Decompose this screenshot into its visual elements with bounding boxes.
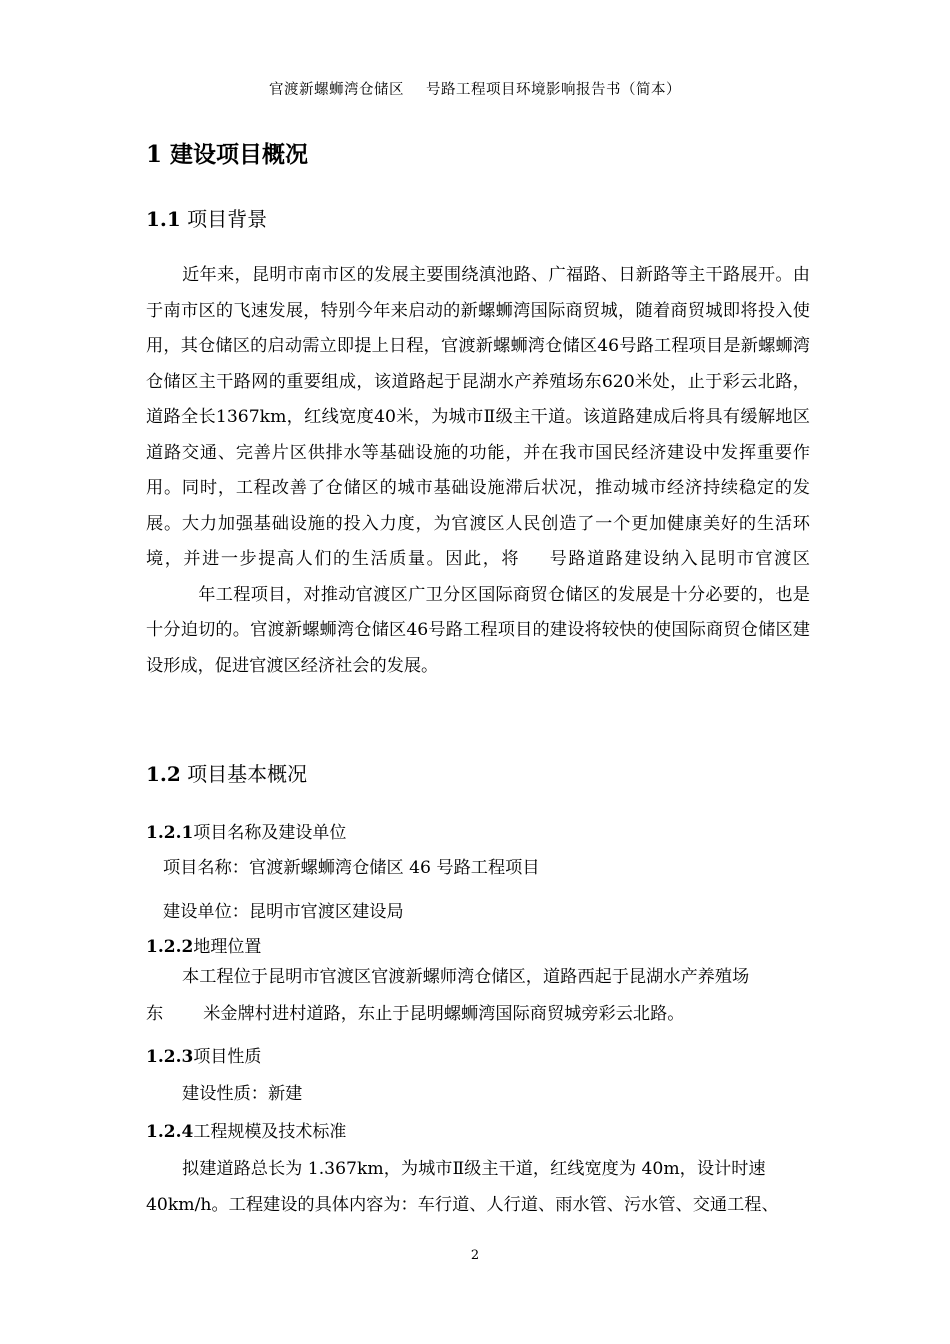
section-1-2-4-heading: [146, 1117, 346, 1142]
background-text: 近年来，昆明市南市区的发展主要围绕滇池路、广福路、日新路等主干路展开。由于南市区的飞速发展，特别今年来启动的新螺蛳湾国际商贸城，随着商贸城即将投入使用，其仓储区的启动需立即提上日程，官渡新螺蛳湾仓储区46号路工程项目是新螺蛳湾仓储区主干路网的重要组成，该道路起于昆湖水产养殖场东620米处，止于彩云北路，道路全长1367km，红线宽度40米，为城市Ⅱ级主干道。该道路建成后将具有缓解地区道路交通、完善片区供排水等基础设施的功能，并在我市国民经济建设中发挥重要作用。同时，工程改善了仓储区的城市基础设施滞后状况，推动城市经济持续稳定的发展。大力加强基础设施的投入力度，为官渡区人民创造了一个更加健康美好的生活环境，并进一步提高人们的生活质量。因此，将: [146, 265, 810, 569]
header-title-left: 官渡新螺蛳湾仓储区: [269, 82, 404, 98]
section-1-2-3-heading: [146, 1042, 261, 1067]
location-line-1: 本工程位于昆明市官渡区官渡新螺师湾仓储区，道路西起于昆湖水产养殖场: [182, 967, 750, 987]
scale-line-2: 40km/h。工程建设的具体内容为：车行道、人行道、雨水管、污水管、交通工程、: [146, 1195, 779, 1215]
section-1-2-1-heading: [146, 818, 346, 843]
project-name-line: 项目名称：官渡新螺蛳湾仓储区 46 号路工程项目: [163, 858, 540, 878]
section-1-2-title: 项目基本概况: [180, 762, 308, 786]
section-1-1-heading: [146, 203, 267, 232]
section-1-2-2-number: 1.2.2: [146, 937, 194, 957]
construction-unit-line: 建设单位：昆明市官渡区建设局: [163, 902, 404, 922]
section-1-2-2-title: 地理位置: [193, 937, 262, 957]
section-1-2-4-number: 1.2.4: [146, 1122, 194, 1142]
section-1-2-4-title: 工程规模及技术标准: [193, 1122, 347, 1142]
background-text-end: 工程项目，对推动官渡区广卫分区国际商贸仓储区的发展是十分必要的，也是十分迫切的。官渡新螺蛳湾仓储区46号路工程项目的建设将较快的使国际商贸仓储区建设形成，促进官渡区经济社会的发展。: [146, 584, 810, 676]
background-text-mid: 号路道路建设纳入昆明市官渡区: [548, 549, 810, 569]
section-1-heading: 1 建设项目概况: [146, 141, 309, 168]
section-1-2-1-number: 1.2.1: [146, 823, 194, 843]
section-1-2-2-heading: [146, 932, 261, 957]
section-1-2-heading: [146, 758, 307, 787]
page-header: [0, 78, 950, 99]
section-1-2-3-number: 1.2.3: [146, 1047, 194, 1067]
background-paragraph: [146, 258, 810, 684]
location-line-2-rest: 米金牌村进村道路，东止于昆明螺蛳湾国际商贸城旁彩云北路。: [203, 1004, 685, 1024]
section-1-2-3-title: 项目性质: [193, 1047, 262, 1067]
section-1-1-title: 项目背景: [180, 207, 268, 231]
section-1-2-number: 1.2: [146, 762, 181, 786]
location-line-2: [146, 999, 684, 1024]
background-text-year: 年: [198, 584, 216, 605]
header-title-right: 号路工程项目环境影响报告书（简本）: [426, 82, 681, 98]
scale-line-1: 拟建道路总长为 1.367km，为城市Ⅱ级主干道，红线宽度为 40m，设计时速: [182, 1159, 766, 1179]
section-1-1-number: 1.1: [146, 207, 181, 231]
nature-line: 建设性质：新建: [182, 1084, 303, 1104]
location-line-2-start: 东: [146, 1004, 164, 1024]
section-1-2-1-title: 项目名称及建设单位: [193, 823, 347, 843]
page-number: 2: [470, 1248, 480, 1263]
